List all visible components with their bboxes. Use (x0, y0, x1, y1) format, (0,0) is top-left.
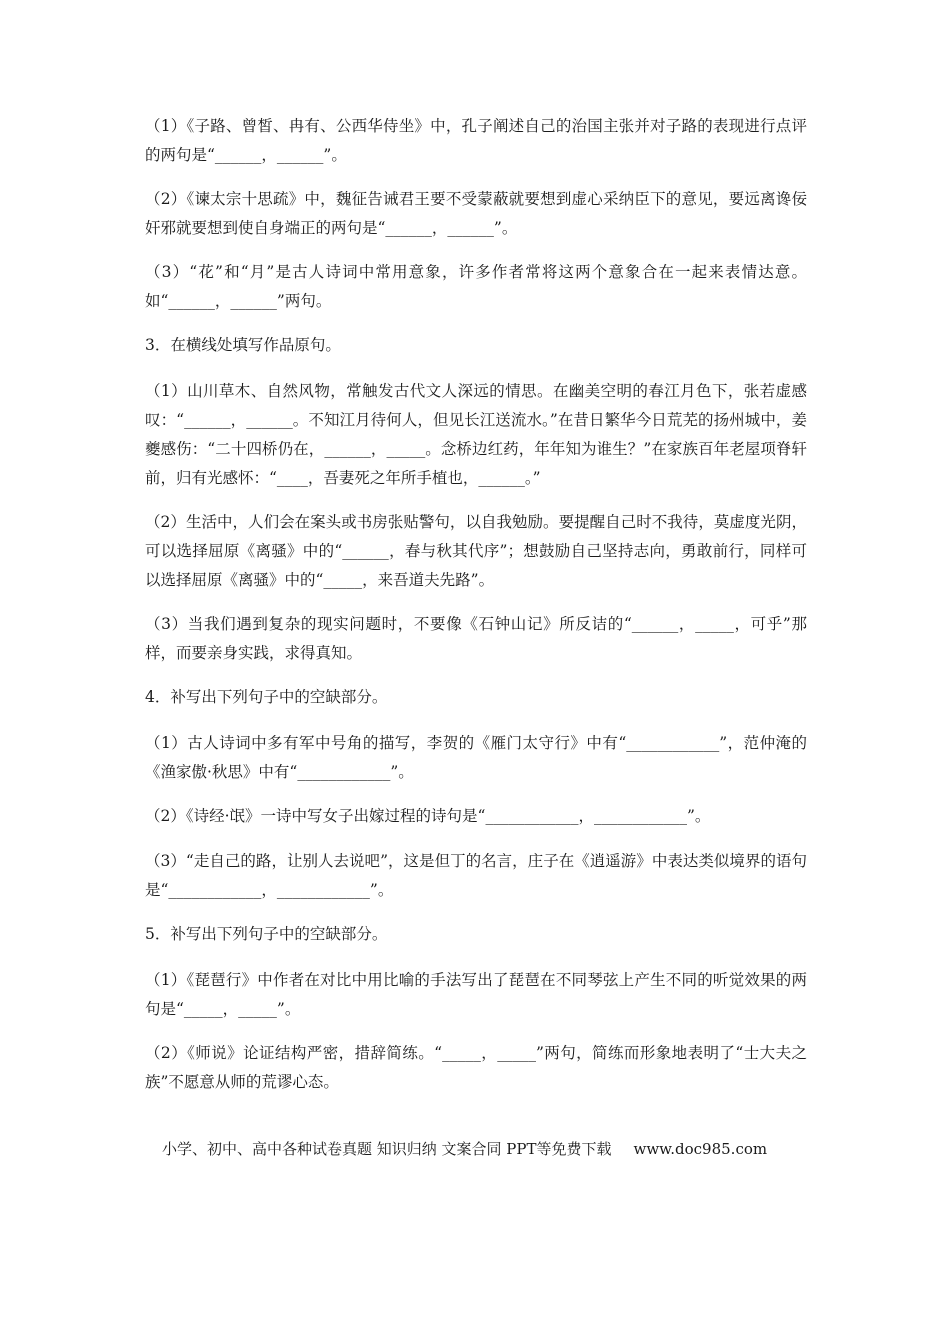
q3-item-1: （1）山川草木、自然风物，常触发古代文人深远的情思。在幽美空明的春江月色下，张若虚感叹：“______，______。不知江月待何人，但见长江送流水。”在昔日繁华今日荒芜的扬州城中，姜夔感伤：“二十四桥仍在，______，_____。念桥边红药，年年知为谁生？”在家族百年老屋项脊轩前，归有光感怀：“____，吾妻死之年所手植也，______。” (145, 382, 807, 487)
q4-heading: 4．补写出下列句子中的空缺部分。 (145, 688, 388, 706)
footer-text: 小学、初中、高中各种试卷真题 知识归纳 文案合同 PPT等免费下载 (162, 1140, 612, 1158)
document-content (145, 112, 807, 1112)
q3-item-2: （2）生活中，人们会在案头或书房张贴警句，以自我勉励。要提醒自己时不我待，莫虚度光阴，可以选择屈原《离骚》中的“______，春与秋其代序”；想鼓励自己坚持志向，勇敢前行，同样可以选择屈原《离骚》中的“_____，来吾道夫先路”。 (145, 513, 807, 589)
q4-item-3: （3）“走自己的路，让别人去说吧”，这是但丁的名言，庄子在《逍遥游》中表达类似境界的语句是“____________，____________”。 (145, 852, 807, 899)
q4-item-1: （1）古人诗词中多有军中号角的描写，李贺的《雁门太守行》中有“____________”，范仲淹的《渔家傲·秋思》中有“____________”。 (145, 734, 807, 781)
page-footer (162, 1137, 802, 1161)
q5-heading: 5．补写出下列句子中的空缺部分。 (145, 925, 388, 943)
q5-item-2: （2）《师说》论证结构严密，措辞简练。“_____，_____”两句，简练而形象地表明了“士大夫之族”不愿意从师的荒谬心态。 (145, 1044, 807, 1091)
footer-url[interactable]: www.doc985.com (633, 1140, 768, 1158)
q4-item-2: （2）《诗经·氓》一诗中写女子出嫁过程的诗句是“____________，____________”。 (145, 807, 711, 825)
q5-item-1: （1）《琵琶行》中作者在对比中用比喻的手法写出了琵琶在不同琴弦上产生不同的听觉效果的两句是“_____，_____”。 (145, 971, 807, 1018)
q3-heading: 3．在横线处填写作品原句。 (145, 336, 341, 354)
q2-item-3: （3）“花”和“月”是古人诗词中常用意象，许多作者常将这两个意象合在一起来表情达意。如“______，______”两句。 (145, 263, 807, 310)
q3-item-3: （3）当我们遇到复杂的现实问题时，不要像《石钟山记》所反诘的“______，_____，可乎”那样，而要亲身实践，求得真知。 (145, 615, 807, 662)
q2-item-2: （2）《谏太宗十思疏》中，魏征告诫君王要不受蒙蔽就要想到虚心采纳臣下的意见，要远离谗佞奸邪就要想到使自身端正的两句是“______，______”。 (145, 190, 807, 237)
q2-item-1: （1）《子路、曾皙、冉有、公西华侍坐》中，孔子阐述自己的治国主张并对子路的表现进行点评的两句是“______，______”。 (145, 117, 807, 164)
